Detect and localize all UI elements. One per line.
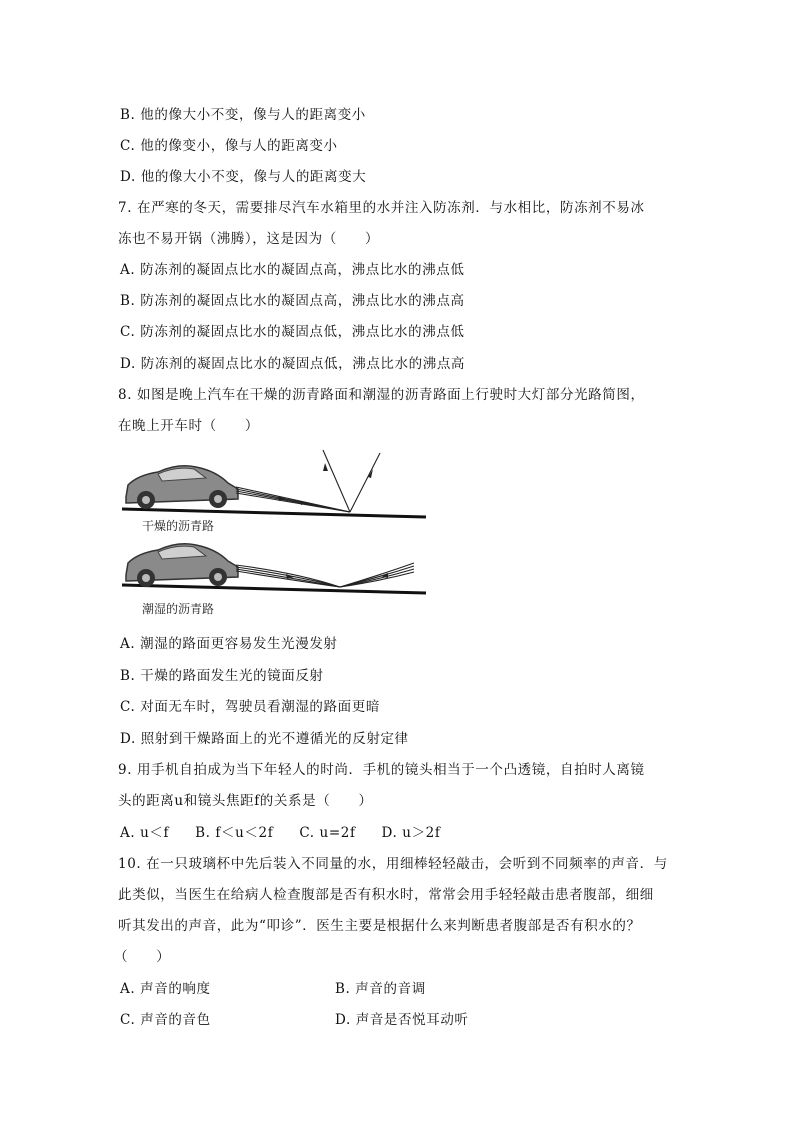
q8-option-a: A. 潮湿的路面更容易发生光漫发射 — [120, 636, 338, 652]
q6-option-c: C. 他的像变小，像与人的距离变小 — [120, 138, 338, 154]
q9-option-c: C. u=2f — [299, 825, 356, 841]
q8-option-b: B. 干燥的路面发生光的镜面反射 — [120, 668, 324, 684]
q7-option-a: A. 防冻剂的凝固点比水的凝固点高，沸点比水的沸点低 — [120, 262, 465, 278]
q10-stem-line3: 听其发出的声音，此为“叩诊”．医生主要是根据什么来判断患者腹部是否有积水的？ — [118, 918, 641, 934]
q9-stem-line2: 头的距离u和镜头焦距f的关系是（ ） — [118, 793, 373, 809]
q7-option-b: B. 防冻剂的凝固点比水的凝固点高，沸点比水的沸点高 — [120, 293, 465, 309]
q9-option-d: D. u＞2f — [381, 825, 441, 841]
q7-stem-line2: 冻也不易开锅（沸腾），这是因为（ ） — [118, 231, 380, 247]
q10-option-b: B. 声音的音调 — [335, 981, 426, 997]
caption-wet-road: 潮湿的沥青路 — [142, 602, 215, 616]
q9-option-a: A. u＜f — [120, 825, 170, 841]
dry-light-rays — [236, 450, 380, 512]
dry-ray-arrows — [278, 463, 373, 505]
q9-stem-line1: 9. 用手机自拍成为当下年轻人的时尚．手机的镜头相当于一个凸透镜，自拍时人离镜 — [118, 762, 645, 778]
q10-option-a: A. 声音的响度 — [120, 981, 211, 997]
figure-wet-road — [118, 541, 430, 603]
wet-road-surface — [122, 585, 426, 593]
q9-option-b: B. f＜u＜2f — [195, 825, 274, 841]
q6-option-b: B. 他的像大小不变，像与人的距离变小 — [120, 107, 366, 123]
q7-option-c: C. 防冻剂的凝固点比水的凝固点低，沸点比水的沸点低 — [120, 324, 465, 340]
q7-stem-line1: 7. 在严寒的冬天，需要排尽汽车水箱里的水并注入防冻剂．与水相比，防冻剂不易冰 — [118, 200, 645, 216]
dry-road-surface — [122, 509, 426, 517]
q10-option-c: C. 声音的音色 — [120, 1012, 211, 1028]
q9-options-row — [120, 821, 466, 841]
q8-option-c: C. 对面无车时，驾驶员看潮湿的路面更暗 — [120, 699, 380, 715]
q8-option-d: D. 照射到干燥路面上的光不遵循光的反射定律 — [120, 731, 409, 747]
q10-stem-line1: 10. 在一只玻璃杯中先后装入不同量的水，用细棒轻轻敲击，会听到不同频率的声音．与 — [118, 856, 668, 872]
q10-stem-line4: （ ） — [114, 949, 171, 965]
car-icon — [126, 466, 238, 509]
q10-stem-line2: 此类似，当医生在给病人检查腹部是否有积水时，常常会用手轻轻敲击患者腹部，细细 — [118, 887, 654, 903]
q8-stem-line1: 8. 如图是晚上汽车在干燥的沥青路面和潮湿的沥青路面上行驶时大灯部分光路简图， — [118, 387, 645, 403]
q7-option-d: D. 防冻剂的凝固点比水的凝固点低，沸点比水的沸点高 — [120, 356, 466, 372]
car-icon — [126, 544, 238, 587]
q10-option-d: D. 声音是否悦耳动听 — [335, 1012, 469, 1028]
caption-dry-road: 干燥的沥青路 — [142, 519, 215, 533]
q6-option-d: D. 他的像大小不变，像与人的距离变大 — [120, 169, 367, 185]
q8-stem-line2: 在晚上开车时（ ） — [118, 418, 259, 434]
